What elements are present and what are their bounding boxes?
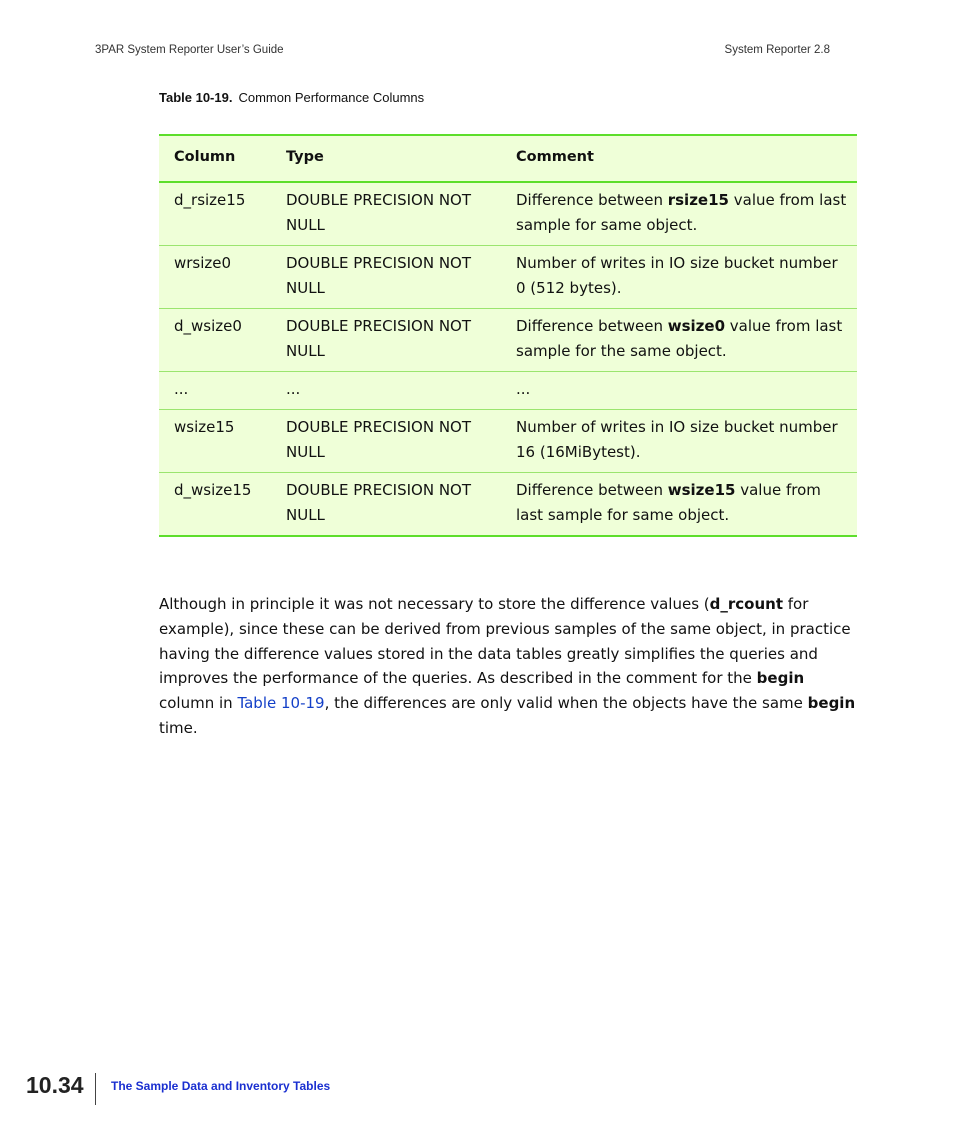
text-run: Number of writes in IO size bucket number 16 (16MiBytest). <box>516 418 838 461</box>
cell-column-name: wsize15 <box>159 410 271 473</box>
text-run: Difference between <box>516 481 668 499</box>
cell-type: DOUBLE PRECISION NOT NULL <box>271 309 501 372</box>
bold-term: wsize15 <box>667 481 736 499</box>
cell-column-name: wrsize0 <box>159 246 271 309</box>
header-column: Column <box>159 135 271 182</box>
running-header-title: 3PAR System Reporter User’s Guide <box>95 44 284 56</box>
table-caption-label: Table 10-19. <box>159 90 233 105</box>
footer-section-link[interactable]: The Sample Data and Inventory Tables <box>111 1079 331 1093</box>
bold-term: wsize0 <box>667 317 726 335</box>
cell-type: DOUBLE PRECISION NOT NULL <box>271 410 501 473</box>
text-run: value from last sample for same object. <box>516 191 847 234</box>
table-reference-link[interactable]: Table 10-19 <box>237 694 325 713</box>
bold-term: begin <box>807 694 856 713</box>
header-comment: Comment <box>501 135 857 182</box>
body-paragraph <box>159 592 859 741</box>
text-run: Difference between <box>516 191 668 209</box>
table-row <box>159 309 857 372</box>
cell-type: ... <box>271 372 501 410</box>
text-run: for example), since these can be derived from previous samples of the same object, in practice having the difference values stored in the data tables greatly simplifies the queries and improves the performance of the queries. As described in the comment for the <box>159 595 851 688</box>
bold-term: d_rcount <box>709 595 783 613</box>
table-row <box>159 410 857 473</box>
cell-comment <box>501 246 857 309</box>
header-type: Type <box>271 135 501 182</box>
footer-divider <box>95 1073 96 1105</box>
cell-column-name: d_wsize0 <box>159 309 271 372</box>
text-run: value from last sample for the same object. <box>516 317 843 360</box>
running-header-version: System Reporter 2.8 <box>724 44 830 56</box>
cell-comment <box>501 182 857 246</box>
cell-type: DOUBLE PRECISION NOT NULL <box>271 182 501 246</box>
cell-comment <box>501 473 857 537</box>
table-row <box>159 246 857 309</box>
cell-comment <box>501 410 857 473</box>
text-run: Difference between <box>516 317 668 335</box>
text-run: time. <box>159 718 198 737</box>
performance-columns-table <box>159 134 857 537</box>
table-row <box>159 372 857 410</box>
text-run: ... <box>516 380 531 398</box>
cell-type: DOUBLE PRECISION NOT NULL <box>286 481 472 524</box>
table-row <box>159 182 857 246</box>
table-caption <box>159 90 424 105</box>
text-run: , the differences are only valid when the objects have the same <box>324 694 808 713</box>
page-number: 10.34 <box>26 1072 84 1098</box>
table-header-row <box>159 135 857 182</box>
table-row <box>159 473 857 537</box>
text-run: value from last sample for same object. <box>516 481 821 524</box>
cell-comment <box>501 309 857 372</box>
text-run: Although in principle it was not necessary to store the difference values ( <box>159 595 710 613</box>
bold-term: rsize15 <box>667 191 729 209</box>
cell-column-name: ... <box>159 372 271 410</box>
text-run: Number of writes in IO size bucket number 0 (512 bytes). <box>516 254 838 297</box>
cell-column-name: d_rsize15 <box>159 182 271 246</box>
table-caption-title: Common Performance Columns <box>238 90 425 105</box>
cell-column-name: d_wsize15 <box>174 481 252 499</box>
text-run: column in <box>159 694 238 713</box>
cell-type: DOUBLE PRECISION NOT NULL <box>271 246 501 309</box>
cell-comment <box>501 372 857 410</box>
bold-term: begin <box>756 669 805 688</box>
